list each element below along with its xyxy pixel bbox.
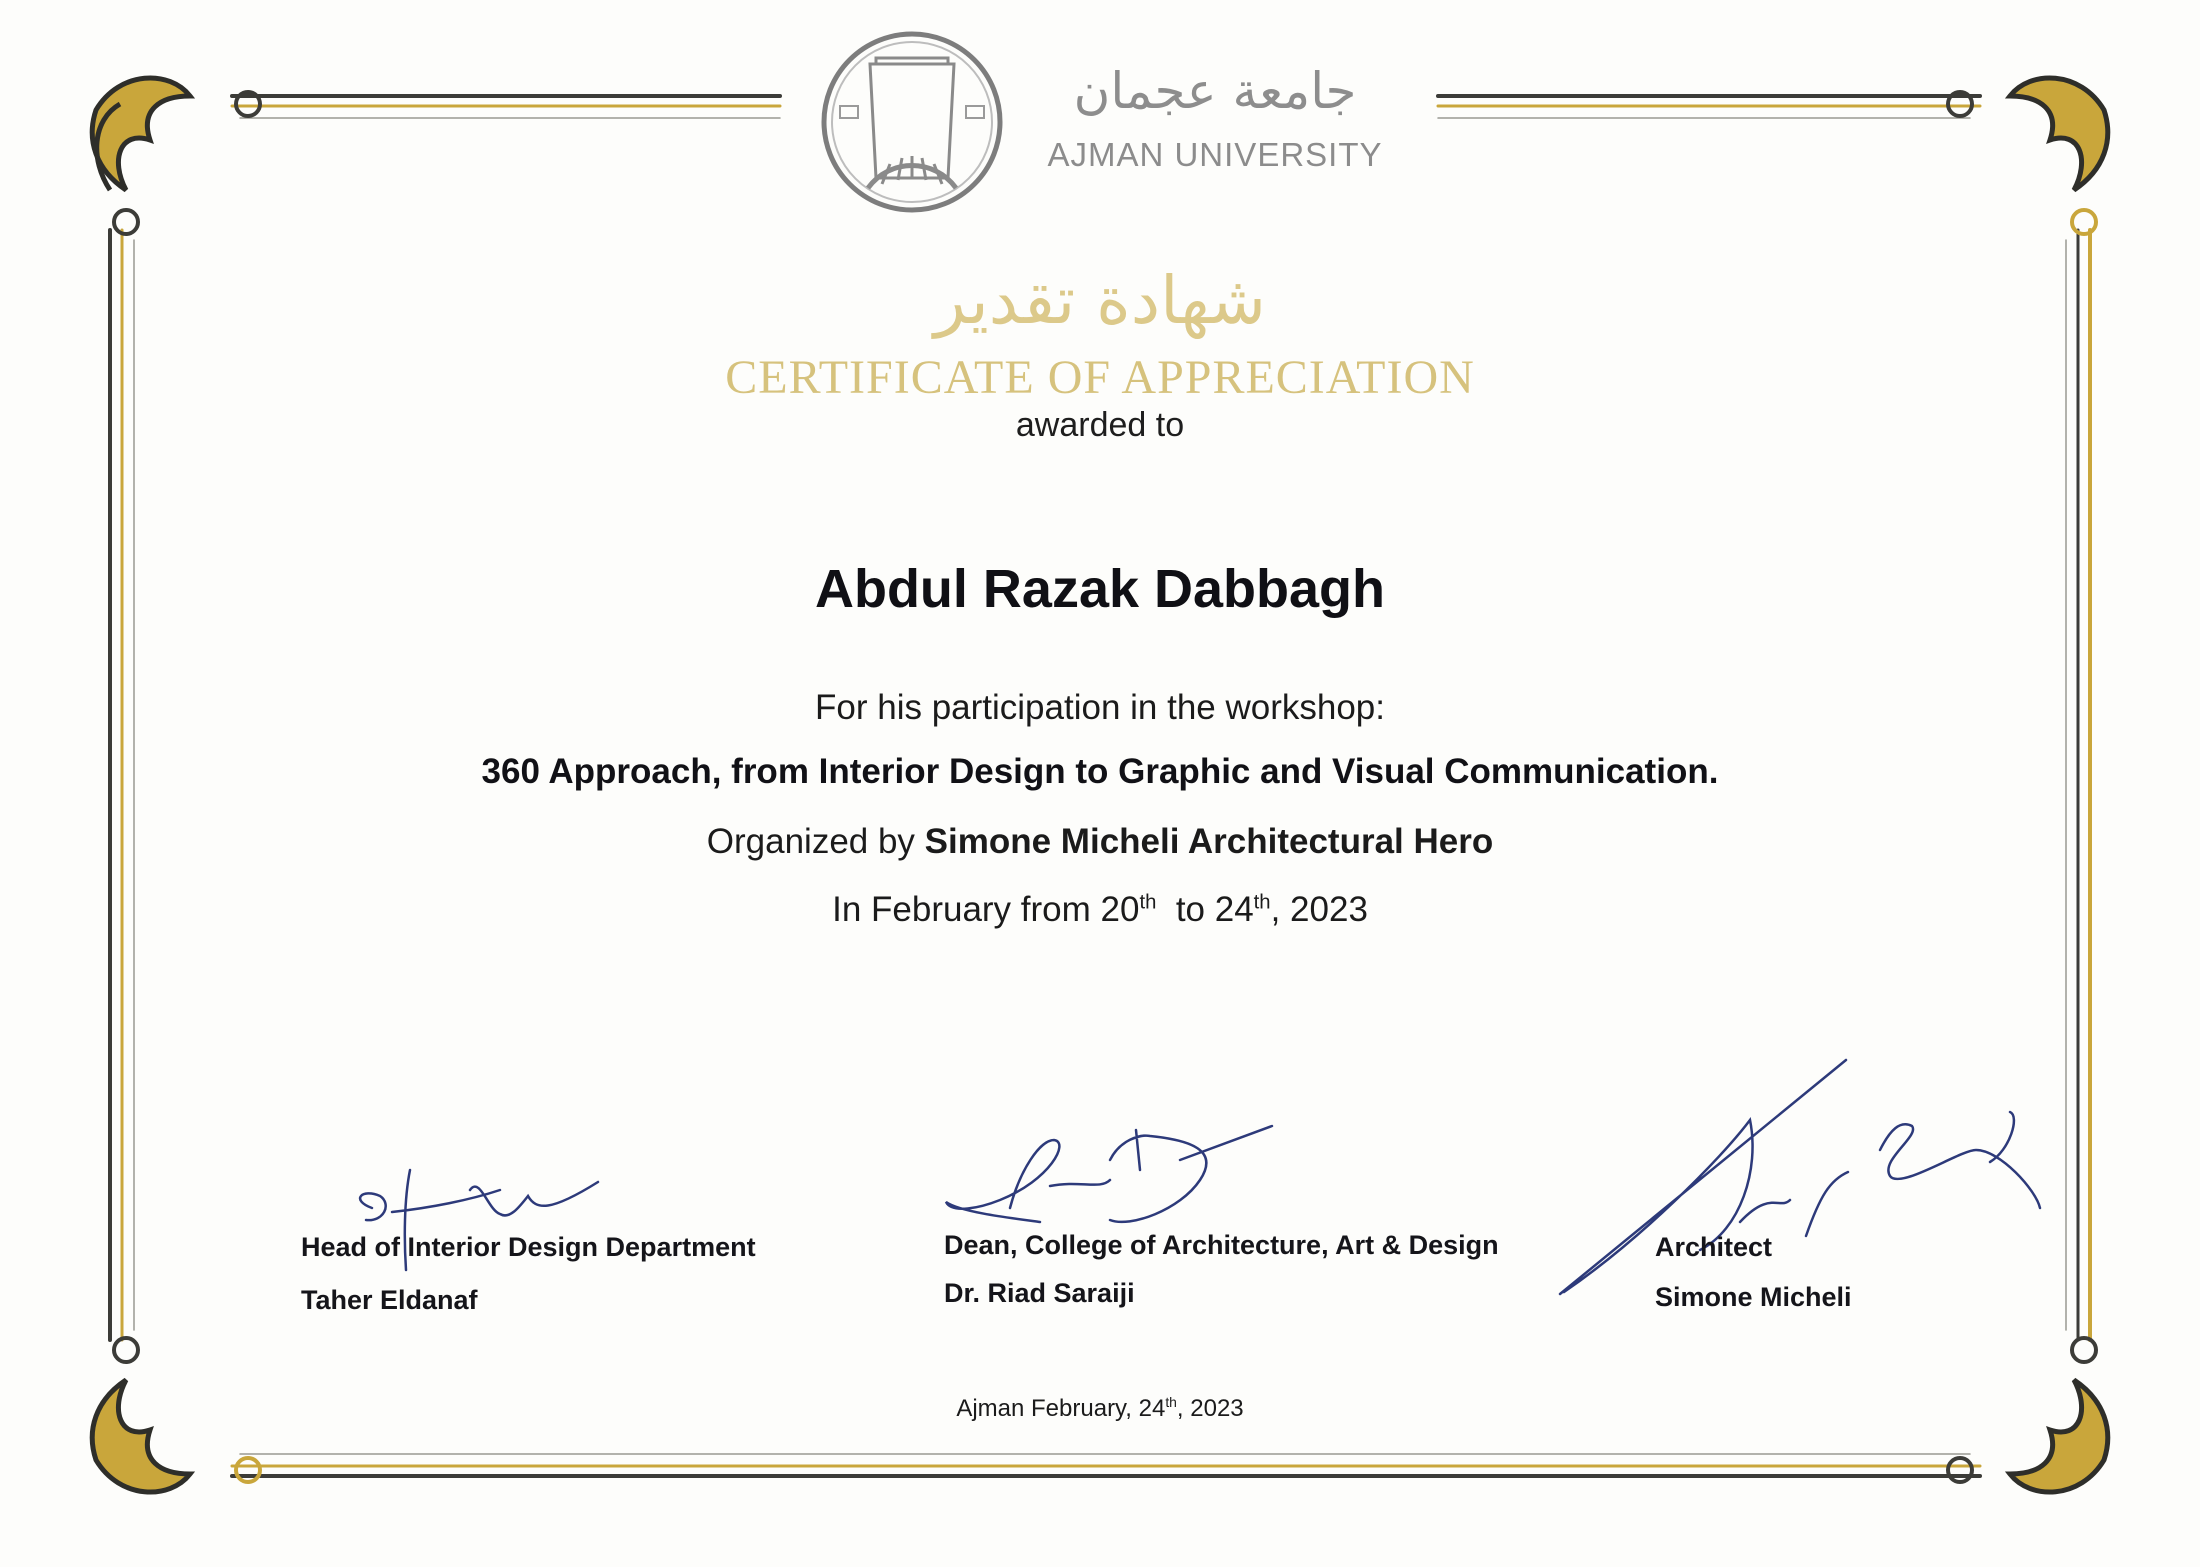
signatory-2-title: Dean, College of Architecture, Art & Design [944,1230,1499,1260]
place-and-issue-date [0,1394,2200,1423]
recipient-name: Abdul Razak Dabbagh [814,559,1386,619]
signatory-2-name: Dr. Riad Saraiji [944,1278,1135,1308]
signature-simone-micheli [1560,1060,2040,1294]
dates-sup-1: th [1139,891,1157,914]
signature-riad-saraiji [946,1126,1272,1222]
university-name-english: AJMAN UNIVERSITY [1047,136,1383,173]
university-name-arabic: جامعة عجمان [1073,62,1357,120]
signatory-3-title: Architect [1655,1232,1773,1262]
dates-prefix: In February from 20 [832,890,1140,929]
organizer-name: Simone Micheli Architectural Hero [924,822,1494,861]
signatory-1-title: Head of Interior Design Department [301,1232,756,1262]
certificate-title-english: CERTIFICATE OF APPRECIATION [725,351,1475,404]
dates-sup-2: th [1253,891,1271,914]
organized-by-label: Organized by [706,822,915,861]
issue-date-prefix: Ajman February, 24 [956,1395,1166,1422]
workshop-title: 360 Approach, from Interior Design to Graphic and Visual Communication. [481,752,1719,791]
dates-suffix: , 2023 [1270,890,1368,929]
signatory-1-name: Taher Eldanaf [301,1285,478,1315]
participation-text: For his participation in the workshop: [815,688,1385,727]
awarded-to-label: awarded to [1015,406,1185,444]
issue-date-suffix: , 2023 [1176,1395,1244,1422]
certificate-title-arabic: شهادة تقدير [934,262,1266,339]
issue-date-sup: th [1165,1394,1177,1410]
signatory-3-name: Simone Micheli [1655,1282,1852,1312]
dates-middle: to 24 [1175,890,1254,929]
